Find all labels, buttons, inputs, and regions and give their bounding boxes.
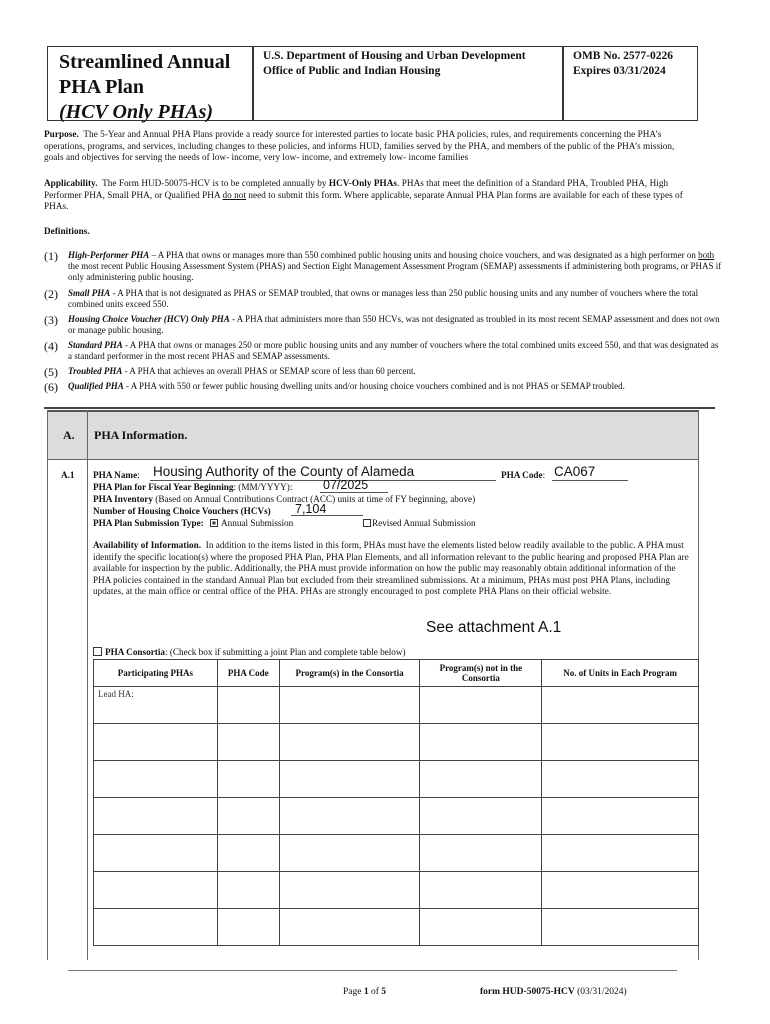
table-cell[interactable]	[542, 872, 699, 909]
form-id: form HUD-50075-HCV	[480, 987, 575, 997]
hcv-count-input[interactable]: 7,104	[295, 502, 327, 516]
annual-submission-checkbox[interactable]	[210, 519, 218, 527]
column-header: Program(s) in the Consortia	[279, 660, 420, 687]
section-a-row-divider	[47, 459, 699, 460]
definition-text: - A PHA that is not designated as PHAS or SEMAP troubled, that owns or manages less than 250 public housing units and any number of vouchers where the total combined units exceed 550.	[68, 288, 699, 310]
applicability-underlined: do not	[222, 189, 247, 200]
definition-term: Standard PHA	[68, 340, 123, 350]
table-cell[interactable]	[217, 909, 279, 946]
table-cell[interactable]	[420, 872, 542, 909]
department-name: U.S. Department of Housing and Urban Development	[263, 50, 526, 62]
table-cell[interactable]	[420, 909, 542, 946]
availability-paragraph	[93, 540, 693, 598]
table-row	[94, 724, 699, 761]
table-cell[interactable]	[542, 724, 699, 761]
table-header-row	[94, 660, 699, 687]
definition-underlined: both	[698, 250, 715, 260]
title-line-3: (HCV Only PHAs)	[59, 101, 214, 123]
table-cell[interactable]	[94, 835, 218, 872]
consortia-hint: : (Check box if submitting a joint Plan and complete table below)	[164, 647, 406, 657]
form-identifier	[480, 987, 627, 997]
definition-text: – A PHA that owns or manages more than 550 combined public housing units and housing choice vouchers, and was designated as a high performer on	[149, 250, 699, 260]
section-a-title: PHA Information.	[94, 428, 188, 442]
table-cell[interactable]	[279, 798, 420, 835]
pha-name-label: PHA Name:	[93, 470, 140, 480]
definition-number: (4)	[44, 339, 58, 353]
pha-code-input[interactable]: CA067	[554, 464, 596, 479]
table-cell[interactable]	[217, 687, 279, 724]
applicability-text-c: need to submit this form. Where applicable, separate Annual PHA Plan forms are available for each of these types of PHAs.	[44, 189, 683, 212]
table-row	[94, 798, 699, 835]
applicability-text-a: The Form HUD-50075-HCV is to be completed annually by	[102, 178, 329, 188]
section-a-left-border	[47, 410, 48, 960]
fiscal-year-input[interactable]: 07/2025	[323, 478, 369, 492]
office-name: Office of Public and Indian Housing	[263, 65, 441, 77]
applicability-text-b: . PHAs that meet the definition of a Standard PHA, Troubled PHA, High Performer PHA, Small PHA, or Qualified PHA	[44, 178, 669, 200]
table-cell[interactable]	[420, 724, 542, 761]
table-cell[interactable]	[420, 798, 542, 835]
table-cell[interactable]	[279, 835, 420, 872]
definition-number: (2)	[44, 287, 58, 301]
definition-term: Troubled PHA	[68, 366, 123, 376]
inventory-label: PHA Inventory (Based on Annual Contributions Contract (ACC) units at time of FY beginning, above)	[93, 494, 476, 504]
pha-code-label: PHA Code:	[501, 470, 546, 480]
definition-number: (1)	[44, 249, 58, 263]
title-box	[47, 46, 253, 121]
table-cell[interactable]	[217, 872, 279, 909]
submission-type-row	[93, 517, 293, 529]
definition-number: (5)	[44, 365, 58, 379]
title-line-1: Streamlined Annual	[59, 51, 231, 73]
section-a-col-divider	[87, 410, 88, 960]
table-cell[interactable]	[279, 724, 420, 761]
title-line-2: PHA Plan	[59, 76, 145, 98]
consortia-label: PHA Consortia	[105, 647, 165, 657]
column-header: Participating PHAs	[94, 660, 218, 687]
table-cell[interactable]	[279, 872, 420, 909]
page-total: 5	[381, 987, 387, 997]
column-header: No. of Units in Each Program	[542, 660, 699, 687]
fiscal-year-label: PHA Plan for Fiscal Year Beginning: (MM/YYYY):	[93, 482, 293, 492]
definition-term: Small PHA	[68, 288, 111, 298]
column-header: PHA Code	[217, 660, 279, 687]
table-cell[interactable]	[420, 761, 542, 798]
table-cell[interactable]	[94, 724, 218, 761]
form-date: (03/31/2024)	[574, 987, 627, 997]
revised-submission-checkbox[interactable]	[363, 519, 371, 527]
table-row	[94, 872, 699, 909]
footer-rule	[68, 970, 677, 971]
purpose-label: Purpose.	[44, 129, 79, 139]
table-row	[94, 909, 699, 946]
definition-text: - A PHA that owns or manages 250 or more public housing units and any number of vouchers where the total combined units exceed 550, and that was designated as a standard performer in the most recent PHAS and SEMAP assessments.	[68, 340, 719, 362]
definition-term: Housing Choice Voucher (HCV) Only PHA	[68, 314, 230, 324]
column-header: Program(s) not in the Consortia	[420, 660, 542, 687]
applicability-paragraph	[44, 178, 684, 213]
table-cell[interactable]	[94, 761, 218, 798]
definition-term: Qualified PHA	[68, 381, 124, 391]
omb-number: OMB No. 2577-0226	[573, 50, 673, 62]
table-cell[interactable]: Lead HA:	[94, 687, 218, 724]
annual-submission-label: Annual Submission	[221, 518, 294, 528]
availability-text: In addition to the items listed in this form, PHAs must have the elements listed below readily available to the public. A PHA must identify the specific location(s) where the proposed PHA Plan, PHA Plan Elements, and all information relevant to the public hearing and proposed PHA Plan are available for inspection by the public. Additionally, the PHA must provide information on how the public may reasonably obtain additional information of the PHA policies contained in the standard Annual Plan but excluded from their streamlined submissions. At a minimum, PHAs must post PHA Plans, including updates, at the main office or central office of the PHA. PHAs are strongly encouraged to post complete PHA Plans on their official website.	[93, 540, 689, 596]
page-indicator: Page 1 of 5	[343, 987, 387, 997]
table-cell[interactable]	[542, 761, 699, 798]
definitions-label: Definitions.	[44, 226, 90, 236]
availability-label: Availability of Information.	[93, 540, 202, 550]
revised-submission-label: Revised Annual Submission	[372, 518, 476, 528]
table-cell[interactable]	[217, 761, 279, 798]
definition-text: - A PHA that achieves an overall PHAS or SEMAP score of less than 60 percent.	[122, 366, 416, 376]
consortia-checkbox[interactable]	[93, 647, 102, 656]
table-cell[interactable]	[279, 687, 420, 724]
consortia-table	[93, 659, 699, 946]
section-a-letter: A.	[63, 428, 75, 442]
consortia-row	[93, 646, 406, 658]
definition-text: - A PHA that administers more than 550 HCVs, was not designated as troubled in its most recent SEMAP assessment and does not own or manage public housing.	[68, 314, 720, 336]
table-cell[interactable]	[542, 835, 699, 872]
definition-number: (3)	[44, 313, 58, 327]
table-cell[interactable]	[217, 835, 279, 872]
pha-name-input[interactable]: Housing Authority of the County of Alameda	[153, 464, 415, 479]
page-number: 1	[363, 987, 369, 997]
definition-term: High-Performer PHA	[68, 250, 150, 260]
table-row	[94, 687, 699, 724]
applicability-label: Applicability.	[44, 178, 98, 188]
hcv-count-label: Number of Housing Choice Vouchers (HCVs)	[93, 506, 271, 516]
submission-type-label: PHA Plan Submission Type:	[93, 518, 204, 528]
definition-number: (6)	[44, 380, 58, 394]
definition-text-b: the most recent Public Housing Assessment System (PHAS) and Section Eight Management Assessment Program (SEMAP) assessments if administering both programs, or PHAS if only administering public housing.	[68, 261, 722, 283]
revised-submission-row	[363, 517, 476, 529]
table-row	[94, 761, 699, 798]
purpose-paragraph	[44, 129, 684, 164]
table-row	[94, 835, 699, 872]
table-cell[interactable]	[217, 724, 279, 761]
omb-box	[563, 46, 698, 121]
omb-expiry: Expires 03/31/2024	[573, 65, 666, 77]
section-divider	[44, 407, 715, 409]
table-cell[interactable]	[420, 835, 542, 872]
table-cell[interactable]	[420, 687, 542, 724]
table-cell[interactable]	[94, 872, 218, 909]
purpose-text: The 5-Year and Annual PHA Plans provide a ready source for interested parties to locate basic PHA policies, rules, and requirements concerning the PHA’s operations, programs, and services, including changes to these policies, and informs HUD, families served by the PHA, and members of the public of the PHA’s mission, goals and objectives for serving the needs of low- income, very low- income, and extremely low- income families	[44, 129, 675, 163]
applicability-term: HCV-Only PHAs	[328, 178, 398, 188]
pha-code-underline	[552, 480, 628, 481]
department-box	[253, 46, 563, 121]
table-cell[interactable]	[217, 798, 279, 835]
table-cell[interactable]	[279, 761, 420, 798]
a1-label: A.1	[61, 470, 75, 480]
form-title	[59, 50, 230, 125]
attachment-note: See attachment A.1	[426, 619, 562, 636]
table-cell[interactable]	[542, 798, 699, 835]
table-cell[interactable]	[542, 687, 699, 724]
table-cell[interactable]	[94, 798, 218, 835]
table-cell[interactable]	[279, 909, 420, 946]
section-a-header	[47, 410, 698, 460]
definition-text: - A PHA with 550 or fewer public housing dwelling units and/or housing choice vouchers combined and is not PHAS or SEMAP troubled.	[123, 381, 625, 391]
table-cell[interactable]	[542, 909, 699, 946]
table-cell[interactable]	[94, 909, 218, 946]
